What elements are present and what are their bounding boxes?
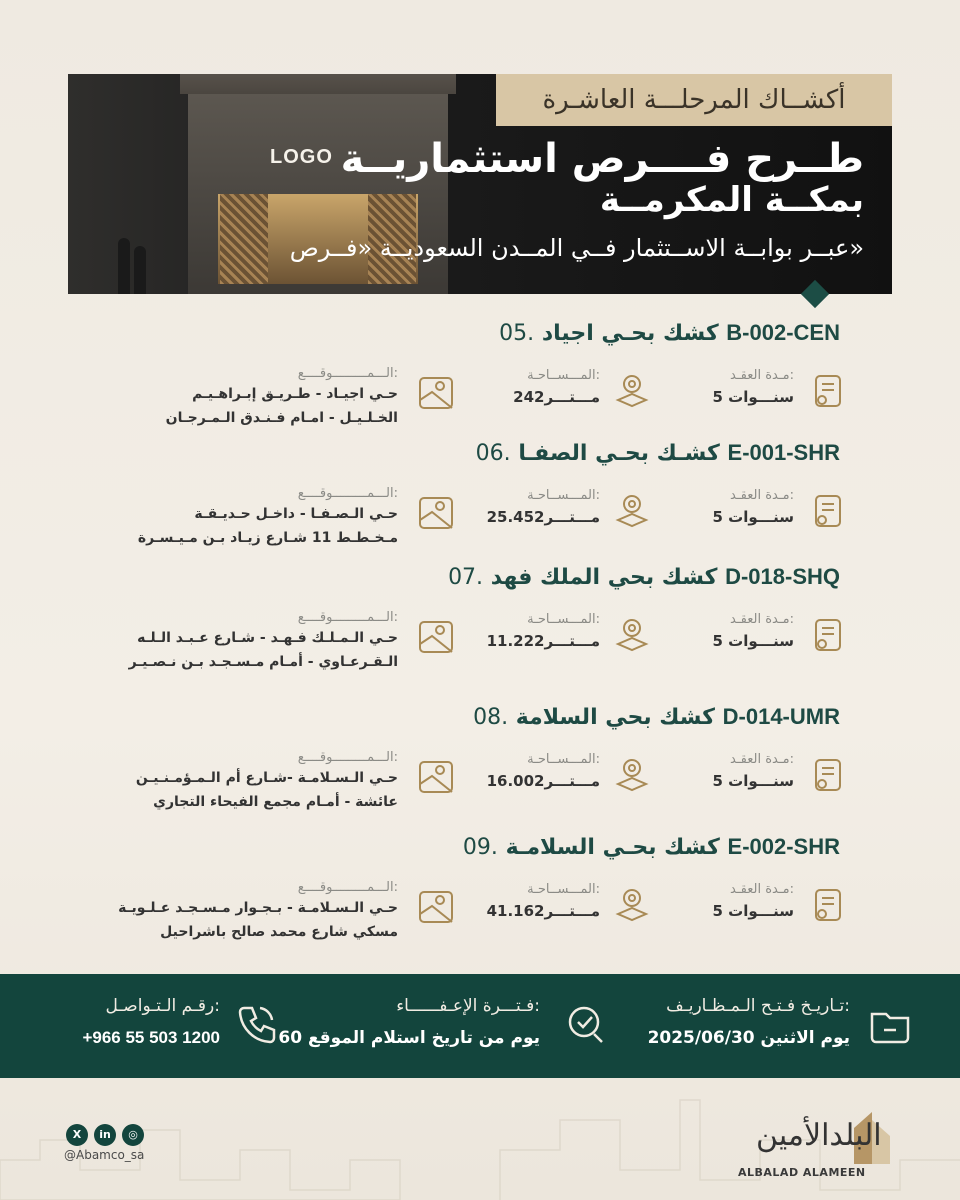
opening-date-block bbox=[620, 974, 850, 1078]
opening-date-value: يوم الاثنين 2025/06/30 bbox=[647, 1028, 850, 1048]
area-label: المـــســاحـة: bbox=[527, 612, 600, 627]
instagram-icon[interactable]: ◎ bbox=[122, 1124, 144, 1146]
contract-icon bbox=[806, 884, 850, 928]
area-pin-icon bbox=[610, 884, 654, 928]
location-line1: حـي الـسـلامـة - بـجـوار مـسـجـد عـلـويـة bbox=[118, 900, 398, 916]
map-icon bbox=[414, 370, 458, 414]
location-line2: مـخـطـط 11 شـارع زيـاد بـن مـيـسـرة bbox=[137, 530, 398, 546]
phase-tag bbox=[496, 74, 892, 126]
duration-value: 5 سنـــوات bbox=[712, 902, 794, 920]
area-value: 16.00مـــتـــر2 bbox=[486, 772, 600, 790]
phase-tag-text: أكشــاك المرحلـــة العاشـرة bbox=[542, 85, 846, 115]
listing-title: 09. كشك بحـي السلامـة E-002-SHR bbox=[462, 834, 840, 860]
hero-banner bbox=[68, 74, 892, 294]
duration-value: 5 سنـــوات bbox=[712, 508, 794, 526]
duration-label: مـدة العقـد: bbox=[730, 752, 794, 767]
location-line2: الـقـرعـاوي - أمـام مـسـجـد بـن نـصـيـر bbox=[128, 654, 398, 670]
duration-label: مـدة العقـد: bbox=[730, 882, 794, 897]
location-line2: مسكي شارع محمد صالح باشراحيل bbox=[160, 924, 398, 940]
location-line1: حـي الـصـفـا - داخـل حـديـقـة bbox=[194, 506, 398, 522]
duration-value: 5 سنـــوات bbox=[712, 632, 794, 650]
area-value: 25.45مـــتـــر2 bbox=[486, 508, 600, 526]
area-label: المـــســاحـة: bbox=[527, 882, 600, 897]
listing-item bbox=[68, 704, 868, 824]
x-icon[interactable]: X bbox=[66, 1124, 88, 1146]
map-icon bbox=[414, 884, 458, 928]
area-pin-icon bbox=[610, 614, 654, 658]
map-icon bbox=[414, 490, 458, 534]
location-line2: الخـلـيـل - امـام فـنـدق الـمـرجـان bbox=[165, 410, 398, 426]
location-line1: حـي الـمـلـك فـهـد - شـارع عـبـد الـلـه bbox=[137, 630, 398, 646]
listing-item bbox=[68, 320, 868, 440]
listing-item bbox=[68, 440, 868, 560]
area-pin-icon bbox=[610, 754, 654, 798]
contract-icon bbox=[806, 370, 850, 414]
area-value: 11.22مـــتـــر2 bbox=[486, 632, 600, 650]
brand-name-en: ALBALAD ALAMEEN bbox=[738, 1166, 866, 1179]
area-value: 24مـــتـــر2 bbox=[513, 388, 600, 406]
phone-icon bbox=[232, 1000, 280, 1048]
listing-item bbox=[68, 564, 868, 684]
checklist-icon bbox=[562, 1000, 610, 1048]
exemption-block bbox=[278, 974, 540, 1078]
duration-value: 5 سنـــوات bbox=[712, 772, 794, 790]
location-label: الـــمـــــــــوقــــع: bbox=[297, 366, 398, 381]
linkedin-icon[interactable]: in bbox=[94, 1124, 116, 1146]
location-line1: حـي الـسـلامـة -شـارع أم الـمـؤمـنـيـن bbox=[135, 770, 398, 786]
listing-title: 08. كشك بحي السلامة D-014-UMR bbox=[473, 704, 840, 730]
location-line2: عائشة - أمـام مجمع الفيحاء التجاري bbox=[153, 794, 398, 810]
contact-label: رقـم الـتـواصـل: bbox=[105, 996, 220, 1016]
location-label: الـــمـــــــــوقــــع: bbox=[297, 610, 398, 625]
opening-date-label: تـاريـخ فـتـح الـمـظـاريـف: bbox=[666, 996, 850, 1016]
listing-title: 07. كشك بحي الملك فهد D-018-SHQ bbox=[448, 564, 840, 590]
folder-icon bbox=[866, 1000, 914, 1048]
listing-title: 06. كشـك بحـي الصفـا E-001-SHR bbox=[475, 440, 840, 466]
map-icon bbox=[414, 754, 458, 798]
brand-name-ar: البلدالأمين bbox=[756, 1118, 882, 1153]
duration-label: مـدة العقـد: bbox=[730, 612, 794, 627]
area-pin-icon bbox=[610, 370, 654, 414]
contact-value[interactable]: +966 55 503 1200 bbox=[82, 1028, 220, 1047]
area-label: المـــســاحـة: bbox=[527, 488, 600, 503]
contract-icon bbox=[806, 614, 850, 658]
kiosk-logo-text: LOGO bbox=[270, 146, 333, 168]
location-label: الـــمـــــــــوقــــع: bbox=[297, 880, 398, 895]
duration-label: مـدة العقـد: bbox=[730, 368, 794, 383]
contract-icon bbox=[806, 754, 850, 798]
location-line1: حـي اجيـاد - طـريـق إبـراهـيـم bbox=[192, 386, 398, 402]
duration-value: 5 سنـــوات bbox=[712, 388, 794, 406]
area-label: المـــســاحـة: bbox=[527, 752, 600, 767]
map-icon bbox=[414, 614, 458, 658]
location-label: الـــمـــــــــوقــــع: bbox=[297, 486, 398, 501]
hero-subtitle: بمكــة المكرمــة bbox=[599, 180, 864, 220]
duration-label: مـدة العقـد: bbox=[730, 488, 794, 503]
listing-item bbox=[68, 834, 868, 954]
listing-title: 05. كشك بحـي اجياد B-002-CEN bbox=[499, 320, 840, 346]
contract-icon bbox=[806, 490, 850, 534]
contact-block bbox=[40, 974, 220, 1078]
exemption-value: 60 يوم من تاريخ استلام الموقع bbox=[278, 1028, 540, 1048]
social-handle[interactable]: @Abamco_sa bbox=[64, 1148, 145, 1162]
exemption-label: فـتـــرة الإعـفــــــاء: bbox=[396, 996, 540, 1016]
hero-caption: عبــر بوابــة الاســتثمار فــي المــدن السعوديــة «فــرص» bbox=[289, 234, 864, 262]
area-value: 41.16مـــتـــر2 bbox=[486, 902, 600, 920]
location-label: الـــمـــــــــوقــــع: bbox=[297, 750, 398, 765]
area-pin-icon bbox=[610, 490, 654, 534]
hero-title: طــرح فــــرص استثماريــة bbox=[340, 136, 864, 182]
area-label: المـــســاحـة: bbox=[527, 368, 600, 383]
info-footer bbox=[0, 974, 960, 1078]
